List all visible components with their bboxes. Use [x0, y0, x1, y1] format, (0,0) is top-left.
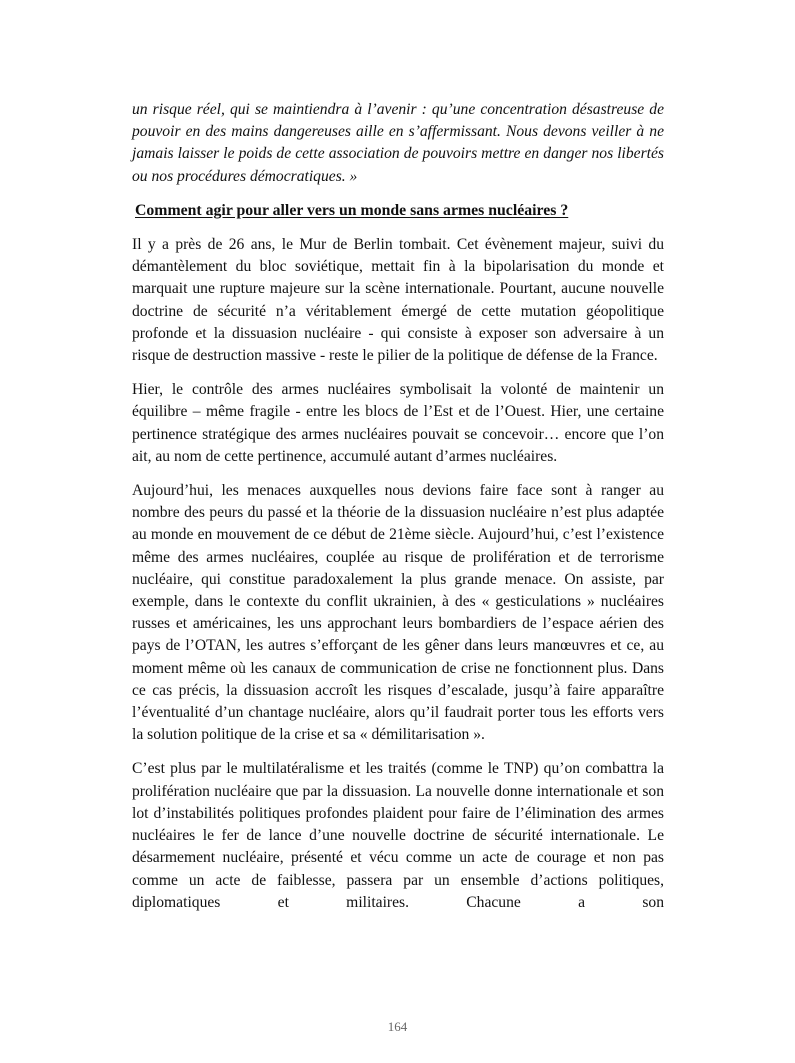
body-paragraph-3: Aujourd’hui, les menaces auxquelles nous devions faire face sont à ranger au nombre des peurs du passé et la théorie de la dissuasion nucléaire n’est plus adaptée au monde en mouvement de ce début de 21ème siècle. Aujourd’hui, c’est l’existence même des armes nucléaires, couplée au risque de prolifération et de terrorisme nucléaire, qui constitue paradoxalement la plus grande menace. On assiste, par exemple, dans le contexte du conflit ukrainien, à des « gesticulations » nucléaires russes et américaines, les uns approchant leurs bombardiers de l’espace aérien des pays de l’OTAN, les autres s’efforçant de les gêner dans leurs manœuvres et ce, au moment même où les canaux de communication de crise ne fonctionnent plus. Dans ce cas précis, la dissuasion accroît les risques d’escalade, jusqu’à faire apparaître l’éventualité d’un chantage nucléaire, alors qu’il faudrait porter tous les efforts vers la solution politique de la crise et sa « démilitarisation ».: [132, 482, 664, 744]
document-page: [132, 99, 664, 926]
page-number: 164: [387, 1019, 408, 1034]
quote-paragraph: un risque réel, qui se maintiendra à l’avenir : qu’une concentration désastreuse de pouvoir en des mains dangereuses aille en s’affermissant. Nous devons veiller à ne jamais laisser le poids de cette association de pouvoirs mettre en danger nos libertés ou nos procédures démocratiques. »: [132, 101, 664, 185]
section-heading: Comment agir pour aller vers un monde sans armes nucléaires ?: [135, 201, 569, 219]
body-paragraph-2: Hier, le contrôle des armes nucléaires symbolisait la volonté de maintenir un équilibre – même fragile - entre les blocs de l’Est et de l’Ouest. Hier, une certaine pertinence stratégique des armes nucléaires pouvait se concevoir… encore que l’on ait, au nom de cette pertinence, accumulé autant d’armes nucléaires.: [132, 381, 664, 465]
body-paragraph-4: C’est plus par le multilatéralisme et les traités (comme le TNP) qu’on combattra la prolifération nucléaire que par la dissuasion. La nouvelle donne internationale et son lot d’instabilités politiques profondes plaident pour faire de l’élimination des armes nucléaires le fer de lance d’une nouvelle doctrine de sécurité internationale. Le désarmement nucléaire, présenté et vécu comme un acte de courage et non pas comme un acte de faiblesse, passera par un ensemble d’actions politiques, diplomatiques et militaires. Chacune a son: [132, 760, 664, 911]
body-paragraph-1: Il y a près de 26 ans, le Mur de Berlin tombait. Cet évènement majeur, suivi du démantèlement du bloc soviétique, mettait fin à la bipolarisation du monde et marquait une rupture majeure sur la scène internationale. Pourtant, aucune nouvelle doctrine de sécurité n’a véritablement émergé de cette mutation géopolitique profonde et la dissuasion nucléaire - qui consiste à exposer son adversaire à un risque de destruction massive - reste le pilier de la politique de défense de la France.: [132, 236, 664, 365]
